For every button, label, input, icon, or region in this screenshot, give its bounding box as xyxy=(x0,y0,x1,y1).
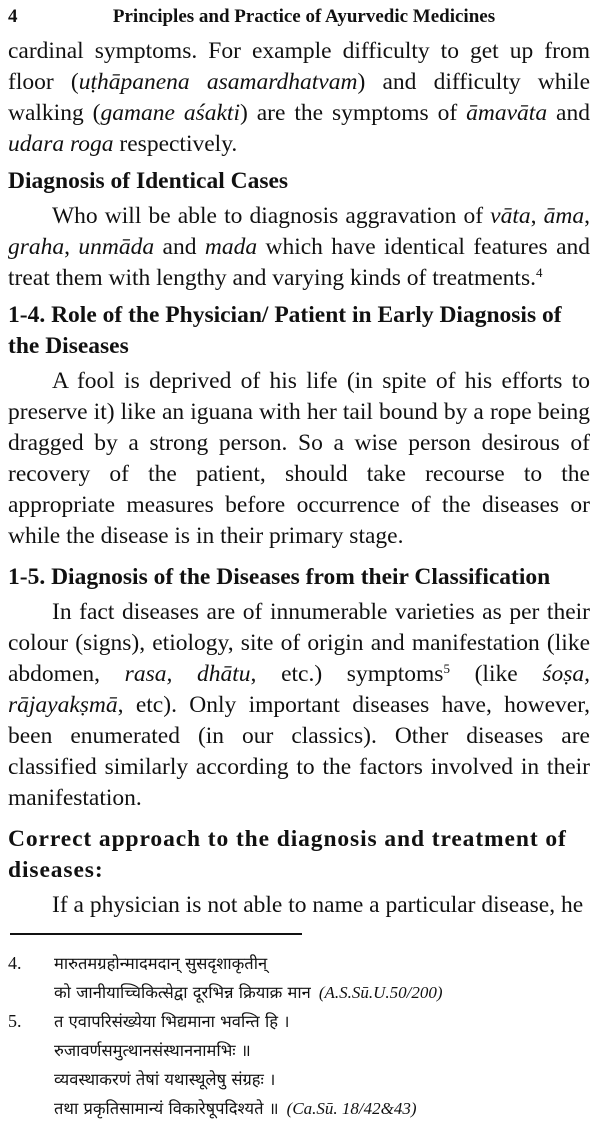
heading-correct-approach: Correct approach to the diagnosis and treatment of diseases: xyxy=(8,826,567,883)
footnote-verse-line: व्यवस्थाकरणं तेषां यथास्थूलेषु संग्रहः । xyxy=(54,1070,276,1089)
footnote-verse-line: तथा प्रकृतिसामान्यं विकारेषूपदिश्यते ॥ xyxy=(54,1099,279,1118)
footnote-reference: (Ca.Sū. 18/42&43) xyxy=(286,1099,417,1118)
paragraph-identical-cases: Who will be able to diagnosis aggravation of vāta, āma, graha, unmāda and mada which have identical features and treat them with lengthy and varying kinds of treatments.$^4$ xyxy=(8,203,591,291)
footnote-5 xyxy=(8,1007,590,1123)
footnote-reference: (A.S.Sū.U.50/200) xyxy=(318,983,443,1002)
paragraph-classification: In fact diseases are of innumerable varieties as per their colour (signs), etiology, site of origin and manifestation (like abdomen, rasa, dhātu, etc.) symptoms$^5$ (like śoṣa, rājayakṣmā, etc). Only important diseases have, however, been enumerated (in our classics). Other diseases are classified similarly according to the factors involved in their manifestation. xyxy=(8,599,590,811)
footnote-ref-4: 4 xyxy=(535,265,543,280)
running-header xyxy=(8,6,590,36)
footnote-verse-line: त एवापरिसंख्येया भिद्यमाना भवन्ति हि । xyxy=(54,1012,290,1031)
paragraph-naming-disease: If a physician is not able to name a particular disease, he xyxy=(52,892,584,918)
footnote-ref-5: 5 xyxy=(443,661,450,676)
footnote-number: 5. xyxy=(8,1011,22,1031)
heading-section-1-5: 1-5. Diagnosis of the Diseases from their Classification xyxy=(8,564,551,590)
heading-section-1-4: 1-4. Role of the Physician/ Patient in Early Diagnosis of the Diseases xyxy=(8,302,562,359)
footnote-verse-line: को जानीयाच्चिकित्सेद्वा दूरभिन्न क्रियाक्र मान xyxy=(54,983,311,1002)
page-number: 4 xyxy=(8,6,18,27)
footnote-4 xyxy=(8,949,590,1007)
footnote-verse-line: मारुतमग्रहोन्मादमदान् सुसदृशाकृतीन् xyxy=(54,954,268,973)
paragraph-early-diagnosis: A fool is deprived of his life (in spite of his efforts to preserve it) like an iguana with her tail bound by a rope being dragged by a strong person. So a wise person desirous of recovery of the patient, should take recourse to the appropriate measures before occurrence of the diseases or while the disease is in their primary stage. xyxy=(8,368,590,549)
heading-identical-cases: Diagnosis of Identical Cases xyxy=(8,168,289,194)
footnote-divider xyxy=(10,933,302,935)
paragraph-cardinal-symptoms: cardinal symptoms. For example difficulty to get up from floor (uṭhāpanena asamardhatvam) and difficulty while walking (gamane aśakti) are the symptoms of āmavāta and udara roga respectively. xyxy=(8,38,590,157)
running-title: Principles and Practice of Ayurvedic Medicines xyxy=(112,6,496,27)
footnote-verse-line: रुजावर्णसमुत्थानसंस्थाननामभिः ॥ xyxy=(54,1041,251,1060)
footnote-number: 4. xyxy=(8,953,22,973)
